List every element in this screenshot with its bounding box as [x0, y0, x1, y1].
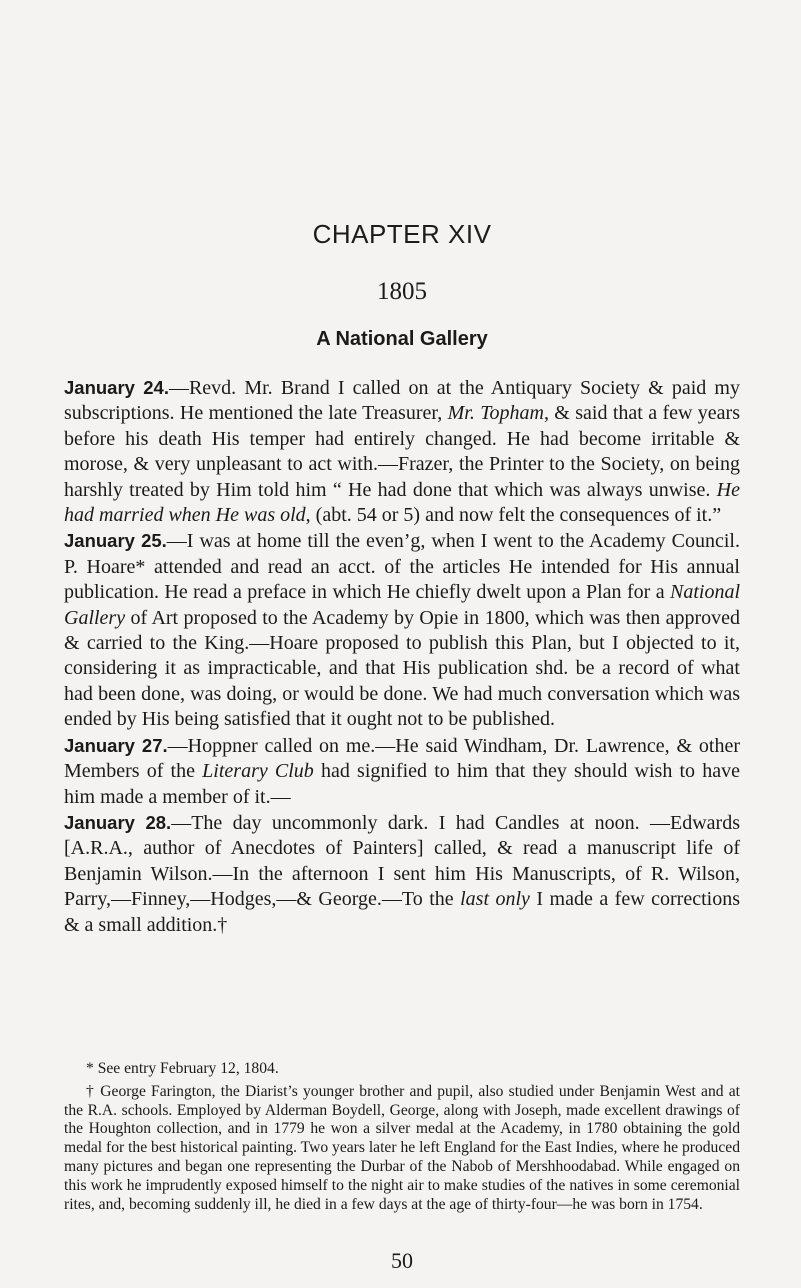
entry-text: —The day uncommonly dark. I had Candles at noon. —Edwards [A.R.A., author of Anecdotes of Painters] called, & read a manuscript life of Benjamin Wilson.—In the afternoon I sent him His Manuscripts, of R. Wilson, Parry,—Finney,—Hodges,—& George.—To the: [64, 811, 740, 911]
diary-entry: [64, 375, 740, 528]
diary-entry: [64, 810, 740, 938]
entry-italic: He had married when He was old: [64, 478, 740, 527]
entry-text: had signified to him that they should wish to have him made a member of it.—: [64, 760, 740, 808]
chapter-heading: CHAPTER XIV: [312, 219, 492, 249]
entry-italic: last only: [460, 888, 530, 911]
entry-text: I made a few corrections & a small addition.†: [64, 888, 740, 936]
footnote: * See entry February 12, 1804.: [86, 1060, 279, 1077]
diary-entry: [64, 733, 740, 810]
footnote: † George Farington, the Diarist’s younger brother and pupil, also studied under Benjamin West and at the R.A. schools. Employed by Alderman Boydell, George, along with Joseph, made excellent drawings of the Houghton collection, and in 1779 he won a silver medal at the Academy, in 1780 obtaining the gold medal for the best historical painting. Two years later he left England for the East Indies, where he produced many pictures and began one representing the Durbar of the Nabob of Mershhoodabad. While engaged on this work he imprudently exposed himself to the night air to make studies of the natives in some ceremonial rites, and, becoming suddenly ill, he died in a few days at the age of thirty-four—he was born in 1754.: [64, 1082, 740, 1213]
entry-text: , & said that a few years before his death His temper had entirely changed. He had become irritable & morose, & very unpleasant to act with.—Frazer, the Printer to the Society, on being harshly treated by Him told him “ He had done that which was always unwise.: [64, 402, 740, 501]
entry-text: of Art proposed to the Academy by Opie in 1800, which was then approved & carried to the King.—Hoare proposed to publish this Plan, but I objected to it, considering it as impracticable, and that His publication shd. be a record of what had been done, was doing, or would be done. We had much conversation which was ended by His being satisfied that it ought not to be published.: [64, 606, 740, 731]
entry-italic: Literary Club: [202, 760, 314, 783]
year-heading: 1805: [377, 278, 427, 305]
entry-date: January 25.: [64, 530, 167, 552]
entry-date: January 24.: [64, 377, 169, 398]
entry-italic: National Gallery: [64, 581, 740, 629]
entry-text: , (abt. 54 or 5) and now felt the consequences of it.”: [305, 504, 722, 527]
diary-entry: [64, 528, 740, 732]
entry-italic: Mr. Topham: [447, 402, 544, 425]
footnotes: [64, 1060, 740, 1214]
entry-date: January 27.: [64, 734, 168, 756]
entry-text: —Revd. Mr. Brand I called on at the Antiquary Society & paid my subscriptions. He mentioned the late Treasurer,: [64, 377, 740, 425]
chapter-subtitle: A National Gallery: [316, 328, 488, 350]
entry-text: —I was at home till the even’g, when I went to the Academy Council. P. Hoare* attended and read an acct. of the articles He intended for His annual publication. He read a preface in which He chiefly dwelt upon a Plan for a: [64, 530, 740, 604]
entry-text: —Hoppner called on me.—He said Windham, Dr. Lawrence, & other Members of the: [64, 734, 740, 783]
page-number: 50: [391, 1248, 413, 1273]
diary-body: [64, 375, 740, 938]
entry-date: January 28.: [64, 811, 172, 833]
